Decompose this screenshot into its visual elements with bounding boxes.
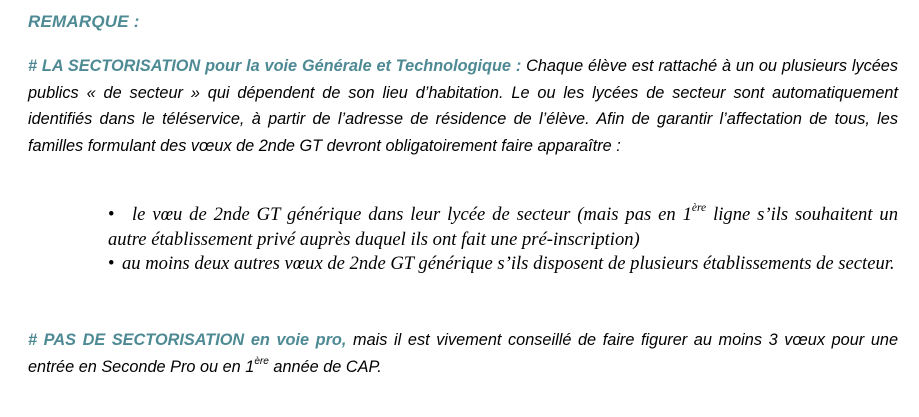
no-sectorisation-label: # PAS DE SECTORISATION en voie pro, [28, 331, 347, 349]
list-item-text-after: ligne s’ils souhaitent un autre établissement privé auprès duquel ils ont fait une pré-inscription) [108, 204, 898, 250]
list-item [108, 252, 898, 277]
list-item-text-before: le vœu de 2nde GT générique dans leur lycée de secteur (mais pas en 1 [132, 204, 692, 225]
no-sectorisation-text-after: année de CAP. [268, 357, 382, 376]
no-sectorisation-paragraph [28, 327, 898, 380]
list-item [108, 203, 898, 252]
no-sectorisation-text-before: mais il est vivement conseillé de faire figurer au moins 3 vœux pour une entrée en Seconde Pro ou en 1 [28, 331, 898, 376]
sectorisation-text: Chaque élève est rattaché à un ou plusieurs lycées publics « de secteur » qui dépendent de son lieu d’habitation. Le ou les lycées de secteur sont automatiquement identifiés dans le téléservice, à partir de l’adresse de résidence de l’élève. Afin de garantir l’affectation de tous, les familles formulant des vœux de 2nde GT devront obligatoirement faire apparaître : [28, 57, 898, 155]
bullet-icon: • [108, 204, 115, 225]
list-item-text: au moins deux autres vœux de 2nde GT générique s’ils disposent de plusieurs établissements de secteur. [122, 253, 895, 274]
remark-heading: REMARQUE : [28, 12, 140, 31]
superscript: ère [254, 355, 269, 367]
superscript: ère [691, 202, 707, 215]
sectorisation-label: # LA SECTORISATION pour la voie Générale et Technologique : [28, 57, 522, 75]
sectorisation-paragraph [28, 53, 898, 159]
requirements-list [108, 203, 898, 277]
bullet-icon: • [108, 253, 115, 274]
